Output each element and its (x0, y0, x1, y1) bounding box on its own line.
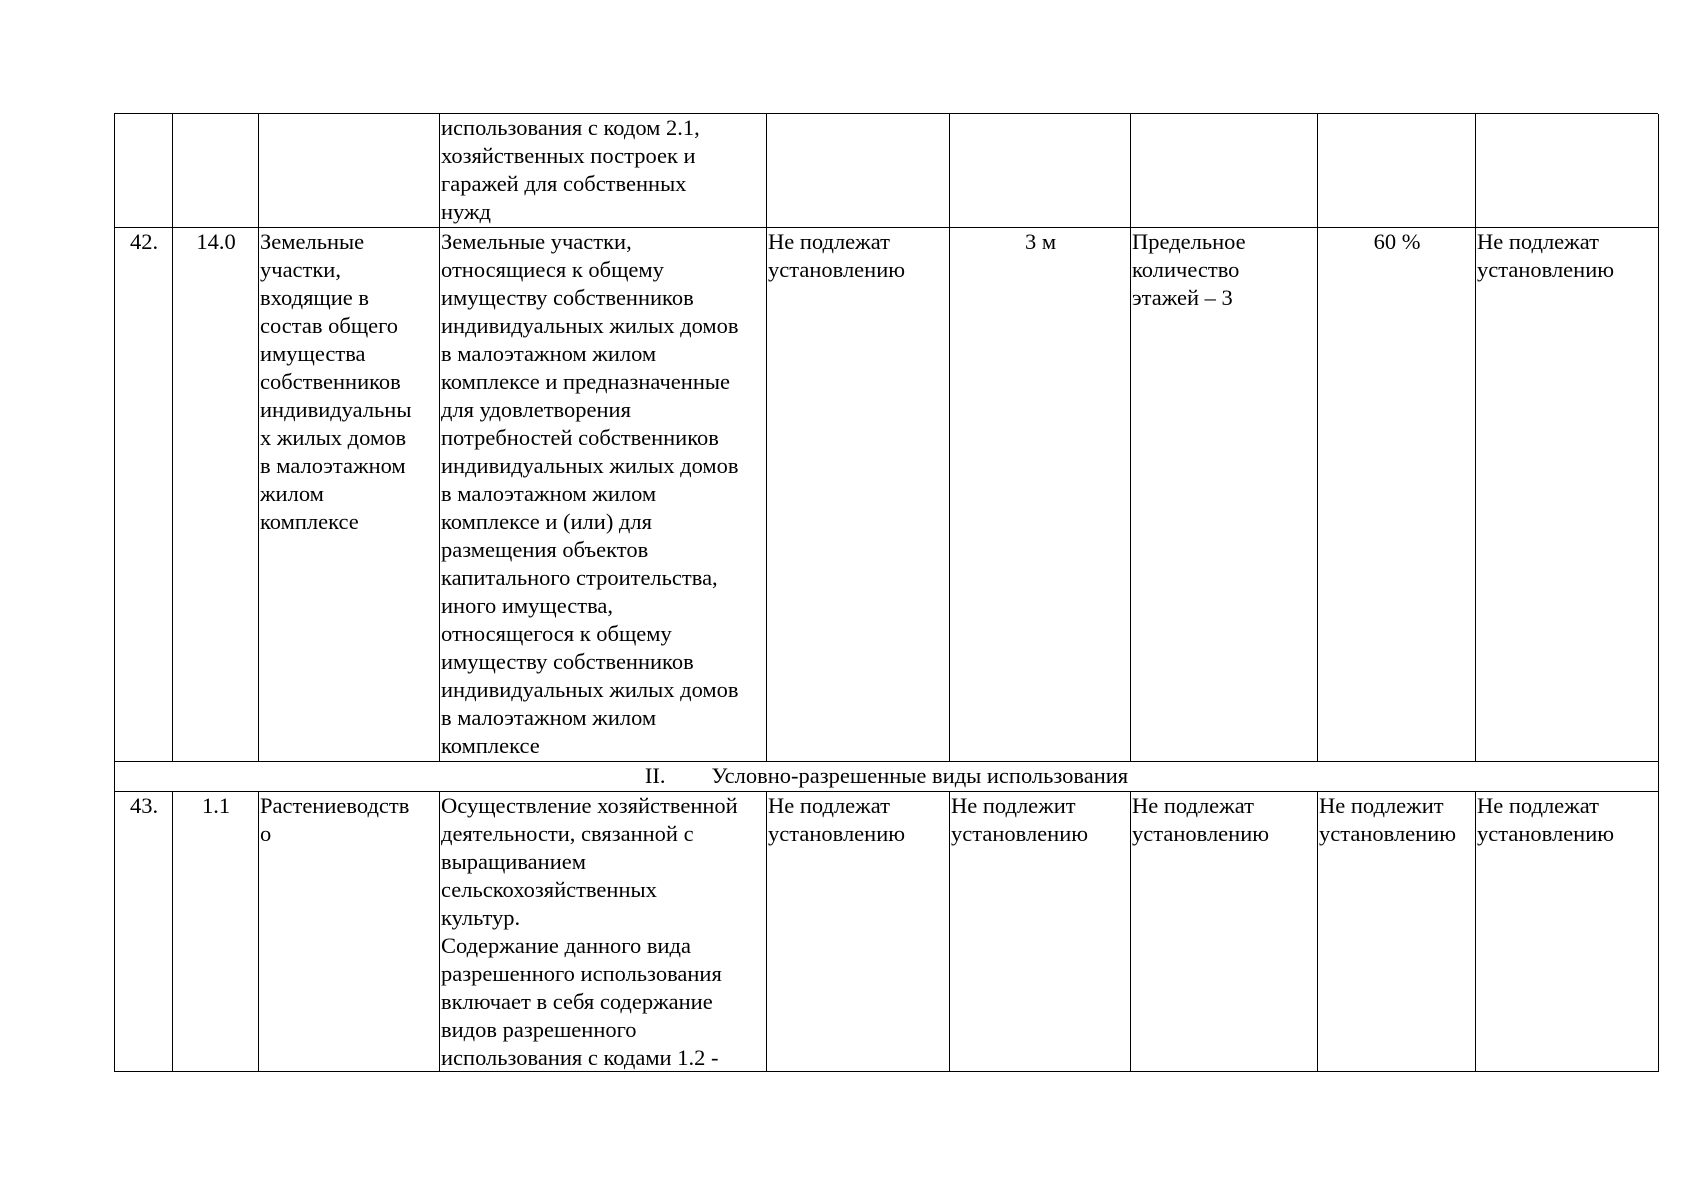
cell-col5: Не подлежат установлению (767, 792, 950, 1072)
cell-col8: 60 % (1318, 228, 1476, 762)
cell-col8 (1318, 114, 1476, 228)
cell-col6: Не подлежит установлению (950, 792, 1131, 1072)
cell-col7: Предельное количество этажей – 3 (1131, 228, 1318, 762)
cell-num: 42. (115, 228, 173, 762)
cell-code: 14.0 (173, 228, 259, 762)
cell-col7: Не подлежат установлению (1131, 792, 1318, 1072)
cell-name: Земельные участки, входящие в состав общего имущества собственников индивидуальны х жилых домов в малоэтажном жилом комплексе (259, 228, 440, 762)
cell-col9 (1476, 114, 1659, 228)
cell-col8: Не подлежит установлению (1318, 792, 1476, 1072)
cell-description: Осуществление хозяйственной деятельности, связанной с выращиванием сельскохозяйственных культур. Содержание данного вида разрешенного использования включает в себя содержание видов разрешенного использования с кодами 1.2 - (440, 792, 767, 1072)
land-use-table (114, 113, 1658, 1072)
section-number: II. (644, 763, 666, 788)
cell-col7 (1131, 114, 1318, 228)
cell-col6: 3 м (950, 228, 1131, 762)
cell-name (259, 114, 440, 228)
cell-col5 (767, 114, 950, 228)
cell-col5: Не подлежат установлению (767, 228, 950, 762)
cell-col6 (950, 114, 1131, 228)
cell-description: Земельные участки, относящиеся к общему имуществу собственников индивидуальных жилых домов в малоэтажном жилом комплексе и предназначенные для удовлетворения потребностей собственников индивидуальных жилых домов в малоэтажном жилом комплексе и (или) для размещения объектов капитального строительства, иного имущества, относящегося к общему имуществу собственников индивидуальных жилых домов в малоэтажном жилом комплексе (440, 228, 767, 762)
cell-num: 43. (115, 792, 173, 1072)
cell-description: использования с кодом 2.1, хозяйственных построек и гаражей для собственных нужд (440, 114, 767, 228)
cell-code: 1.1 (173, 792, 259, 1072)
cell-code (173, 114, 259, 228)
cell-col9: Не подлежат установлению (1476, 228, 1659, 762)
section-header (115, 762, 1659, 792)
cell-name: Растениеводств о (259, 792, 440, 1072)
cell-num (115, 114, 173, 228)
section-title: Условно-разрешенные виды использования (711, 763, 1129, 788)
cell-col9: Не подлежат установлению (1476, 792, 1659, 1072)
